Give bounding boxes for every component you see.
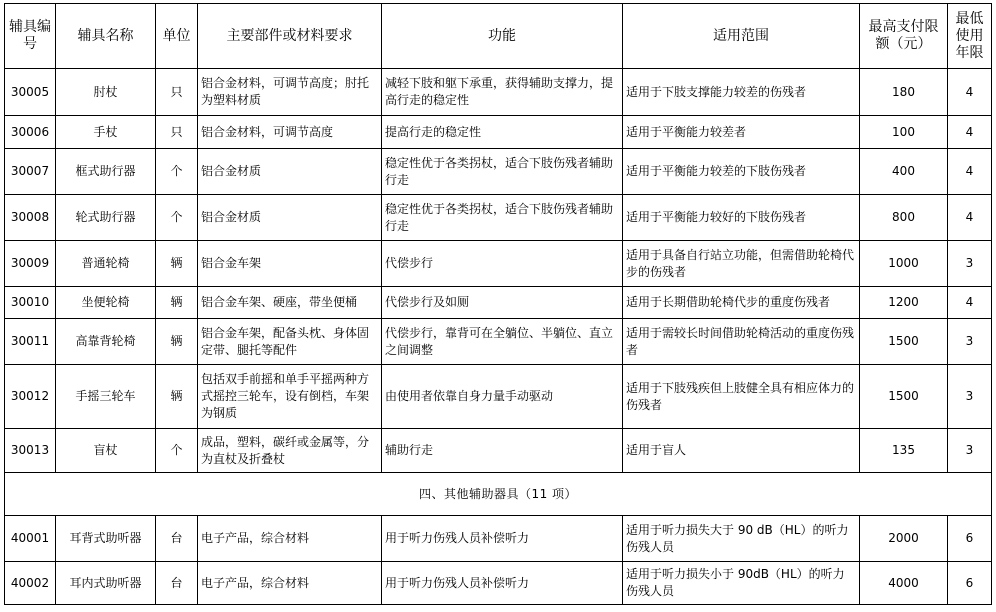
cell-function: 用于听力伤残人员补偿听力	[382, 516, 623, 562]
cell-scope: 适用于听力损失小于 90dB（HL）的听力伤残人员	[623, 562, 860, 605]
cell-material: 电子产品，综合材料	[198, 562, 382, 605]
cell-name: 耳内式助听器	[56, 562, 156, 605]
cell-name: 框式助行器	[56, 149, 156, 195]
cell-material: 铝合金材料，可调节高度	[198, 116, 382, 149]
cell-material: 铝合金车架，配备头枕、身体固定带、腿托等配件	[198, 319, 382, 365]
cell-unit: 只	[156, 116, 198, 149]
cell-min-years: 4	[948, 195, 992, 241]
table-row	[5, 149, 992, 195]
cell-name: 坐便轮椅	[56, 287, 156, 319]
cell-max-pay: 135	[860, 429, 948, 473]
cell-unit: 只	[156, 69, 198, 116]
cell-unit: 个	[156, 149, 198, 195]
cell-scope: 适用于长期借助轮椅代步的重度伤残者	[623, 287, 860, 319]
cell-min-years: 3	[948, 241, 992, 287]
cell-name: 普通轮椅	[56, 241, 156, 287]
cell-min-years: 4	[948, 116, 992, 149]
cell-name: 盲杖	[56, 429, 156, 473]
cell-min-years: 3	[948, 429, 992, 473]
table-row	[5, 241, 992, 287]
cell-scope: 适用于平衡能力较好的下肢伤残者	[623, 195, 860, 241]
cell-material: 铝合金材质	[198, 149, 382, 195]
cell-code: 40002	[5, 562, 56, 605]
table-row	[5, 287, 992, 319]
header-name: 辅具名称	[56, 4, 156, 69]
cell-min-years: 4	[948, 69, 992, 116]
cell-name: 轮式助行器	[56, 195, 156, 241]
cell-unit: 个	[156, 195, 198, 241]
cell-scope: 适用于下肢残疾但上肢健全具有相应体力的伤残者	[623, 365, 860, 429]
cell-function: 代偿步行，靠背可在全躺位、半躺位、直立之间调整	[382, 319, 623, 365]
cell-function: 用于听力伤残人员补偿听力	[382, 562, 623, 605]
cell-code: 30011	[5, 319, 56, 365]
header-row	[5, 4, 992, 69]
cell-function: 减轻下肢和躯下承重，获得辅助支撑力，提高行走的稳定性	[382, 69, 623, 116]
cell-name: 肘杖	[56, 69, 156, 116]
cell-min-years: 3	[948, 319, 992, 365]
cell-unit: 辆	[156, 241, 198, 287]
cell-max-pay: 1500	[860, 365, 948, 429]
cell-min-years: 6	[948, 562, 992, 605]
cell-max-pay: 1500	[860, 319, 948, 365]
cell-name: 耳背式助听器	[56, 516, 156, 562]
cell-min-years: 6	[948, 516, 992, 562]
cell-unit: 辆	[156, 319, 198, 365]
cell-min-years: 3	[948, 365, 992, 429]
cell-min-years: 4	[948, 149, 992, 195]
section-row	[5, 473, 992, 516]
table-row	[5, 69, 992, 116]
cell-scope: 适用于盲人	[623, 429, 860, 473]
cell-min-years: 4	[948, 287, 992, 319]
table-row	[5, 516, 992, 562]
cell-code: 30010	[5, 287, 56, 319]
table-row	[5, 429, 992, 473]
cell-material: 电子产品，综合材料	[198, 516, 382, 562]
cell-unit: 辆	[156, 287, 198, 319]
cell-max-pay: 400	[860, 149, 948, 195]
cell-function: 提高行走的稳定性	[382, 116, 623, 149]
cell-code: 30012	[5, 365, 56, 429]
cell-scope: 适用于下肢支撑能力较差的伤残者	[623, 69, 860, 116]
table-row	[5, 116, 992, 149]
cell-code: 30013	[5, 429, 56, 473]
cell-scope: 适用于平衡能力较差的下肢伤残者	[623, 149, 860, 195]
cell-function: 辅助行走	[382, 429, 623, 473]
cell-code: 30006	[5, 116, 56, 149]
cell-unit: 个	[156, 429, 198, 473]
cell-scope: 适用于平衡能力较差者	[623, 116, 860, 149]
cell-code: 30007	[5, 149, 56, 195]
cell-function: 稳定性优于各类拐杖，适合下肢伤残者辅助行走	[382, 149, 623, 195]
cell-code: 40001	[5, 516, 56, 562]
header-unit: 单位	[156, 4, 198, 69]
cell-material: 成品，塑料，碳纤或金属等，分为直杖及折叠杖	[198, 429, 382, 473]
header-code: 辅具编号	[5, 4, 56, 69]
table-row	[5, 562, 992, 605]
cell-max-pay: 1200	[860, 287, 948, 319]
header-function: 功能	[382, 4, 623, 69]
table-row	[5, 319, 992, 365]
header-max-pay: 最高支付限额（元）	[860, 4, 948, 69]
cell-code: 30008	[5, 195, 56, 241]
cell-function: 代偿步行及如厕	[382, 287, 623, 319]
cell-max-pay: 2000	[860, 516, 948, 562]
cell-unit: 辆	[156, 365, 198, 429]
cell-scope: 适用于需较长时间借助轮椅活动的重度伤残者	[623, 319, 860, 365]
table-row	[5, 365, 992, 429]
cell-function: 代偿步行	[382, 241, 623, 287]
cell-function: 由使用者依靠自身力量手动驱动	[382, 365, 623, 429]
table-row	[5, 195, 992, 241]
cell-scope: 适用于具备自行站立功能，但需借助轮椅代步的伤残者	[623, 241, 860, 287]
header-material: 主要部件或材料要求	[198, 4, 382, 69]
cell-material: 铝合金车架、硬座，带坐便桶	[198, 287, 382, 319]
cell-name: 手摇三轮车	[56, 365, 156, 429]
cell-unit: 台	[156, 562, 198, 605]
cell-material: 铝合金材料，可调节高度；肘托为塑料材质	[198, 69, 382, 116]
cell-max-pay: 1000	[860, 241, 948, 287]
assistive-devices-table	[4, 3, 992, 605]
cell-scope: 适用于听力损失大于 90 dB（HL）的听力伤残人员	[623, 516, 860, 562]
cell-name: 高靠背轮椅	[56, 319, 156, 365]
cell-material: 铝合金材质	[198, 195, 382, 241]
cell-material: 铝合金车架	[198, 241, 382, 287]
header-scope: 适用范围	[623, 4, 860, 69]
cell-code: 30009	[5, 241, 56, 287]
cell-material: 包括双手前摇和单手平摇两种方式摇控三轮车，设有倒档，车架为钢质	[198, 365, 382, 429]
cell-unit: 台	[156, 516, 198, 562]
cell-code: 30005	[5, 69, 56, 116]
cell-max-pay: 180	[860, 69, 948, 116]
section-title: 四、其他辅助器具（11 项）	[5, 473, 992, 516]
cell-max-pay: 4000	[860, 562, 948, 605]
cell-max-pay: 800	[860, 195, 948, 241]
cell-max-pay: 100	[860, 116, 948, 149]
header-min-years: 最低使用年限	[948, 4, 992, 69]
cell-name: 手杖	[56, 116, 156, 149]
cell-function: 稳定性优于各类拐杖，适合下肢伤残者辅助行走	[382, 195, 623, 241]
